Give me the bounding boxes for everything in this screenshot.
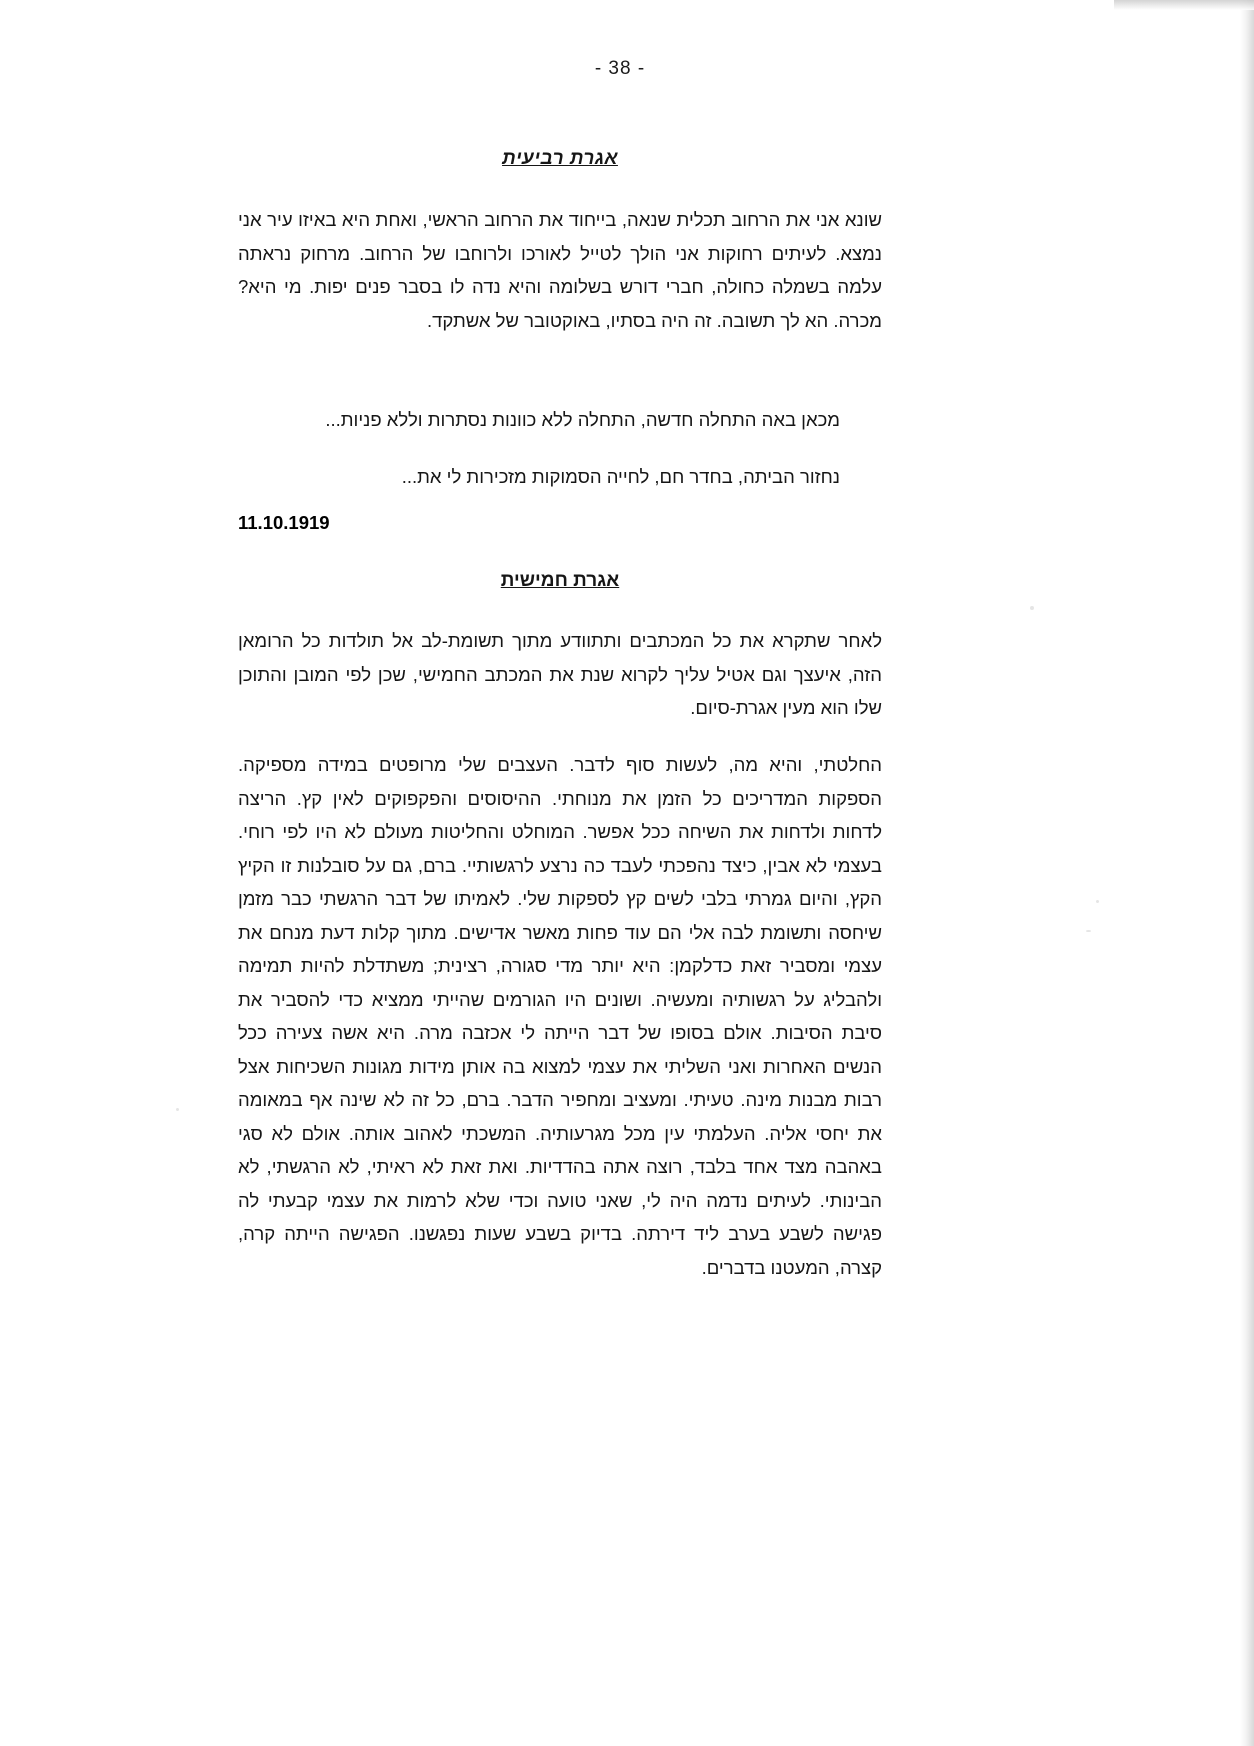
letter-date: 11.10.1919 <box>238 512 330 533</box>
paragraph: החלטתי, והיא מה, לעשות סוף לדבר. העצבים שלי מרופטים במידה מספיקה. הספקות המדריכים כל הזמן את מנוחתי. ההיסוסים והפקפוקים לאין קץ. הריצה לדחות ולדחות את השיחה ככל אפשר. המוחלט והחליטות מעולם לא היו לפי רוחי. בעצמי לא אבין, כיצד נהפכתי לעבד כה נרצע לרגשותיי. ברם, גם על סובלנות זו הקיץ הקץ, והיום גמרתי בלבי לשים קץ לספקות שלי. לאמיתו של דבר הרגשתי כבר מזמן שיחסה ותשומת לבה אלי הם עוד פחות מאשר אדישים. מתוך קלות דעת מנחם את עצמי ומסביר זאת כדלקמן: היא יותר מדי סגורה, רצינית; משתדלת להיות תמימה ולהבליג על רגשותיה ומעשיה. ושונים היו הגורמים שהייתי ממציא כדי להסביר את סיבת הסיבות. אולם בסופו של דבר הייתה לי אכזבה מרה. היא אשה צעירה ככל הנשים האחרות ואני השליתי את עצמי למצוא בה אותן מידות מגונות השכיחות אצל רבות מבנות מינה. טעיתי. ומעציב ומחפיר הדבר. ברם, כל זה לא שינה אף במאומה את יחסי אליה. העלמתי עין מכל מגרעותיה. המשכתי לאהוב אותה. אולם לא סגי באהבה מצד אחד בלבד, רוצה אתה בהדדיות. ואת זאת לא ראיתי, לא הרגשתי, לא הבינותי. לעיתים נדמה היה לי, שאני טועה וכדי שלא לרמות את עצמי קבעתי לה פגישה לשבע בערב ליד דירתה. בדיוק בשבע שעות נפגשנו. הפגישה הייתה קרה, קצרה, המעטנו בדברים. <box>238 754 882 1278</box>
paper-speck <box>176 1108 179 1111</box>
scan-edge-top-shadow <box>1114 0 1254 10</box>
section-2-paragraph-2-block <box>238 748 882 1284</box>
page-number: - 38 - <box>594 58 646 79</box>
paper-speck <box>1030 606 1034 610</box>
section-2-paragraph-1-block <box>238 624 882 725</box>
section-title-block-2 <box>238 570 882 592</box>
scan-edge-shadow <box>1240 0 1254 1746</box>
section-title-block-1 <box>238 148 882 170</box>
section-title-fourth-letter: אגרת רביעית <box>502 148 618 169</box>
paragraph: נחזור הביתה, בחדר חם, לחייה הסמוקות מזכירות לי את... <box>401 466 840 487</box>
paper-speck <box>1086 930 1091 932</box>
paragraph: מכאן באה התחלה חדשה, התחלה ללא כוונות נסתרות וללא פניות... <box>325 409 840 430</box>
section-1-paragraph-2-block <box>238 403 882 437</box>
section-1-paragraph-3-block <box>238 460 882 494</box>
paragraph: לאחר שתקרא את כל המכתבים ותתוודע מתוך תשומת-לב אל תולדות כל הרומאן הזה, איעצך וגם אטיל עליך לקרוא שנת את המכתב החמישי, שכן לפי המובן והתוכן שלו הוא מעין אגרת-סיום. <box>238 630 882 718</box>
section-1-paragraph-1-block <box>238 203 882 337</box>
date-block <box>238 512 882 534</box>
paragraph: שונא אני את הרחוב תכלית שנאה, בייחוד את הרחוב הראשי, ואחת היא באיזו עיר אני נמצא. לעיתים רחוקות אני הולך לטייל לאורכו ולרוחבו של הרחוב. מרחוק נראתה עלמה בשמלה כחולה, חברי דורש בשלומה והיא נדה לו בסבר פנים יפות. מי היא? מכרה. הא לך תשובה. זה היה בסתיו, באוקטובר של אשתקד. <box>238 209 882 331</box>
section-title-fifth-letter: אגרת חמישית <box>500 570 620 591</box>
paper-speck <box>1096 900 1099 903</box>
